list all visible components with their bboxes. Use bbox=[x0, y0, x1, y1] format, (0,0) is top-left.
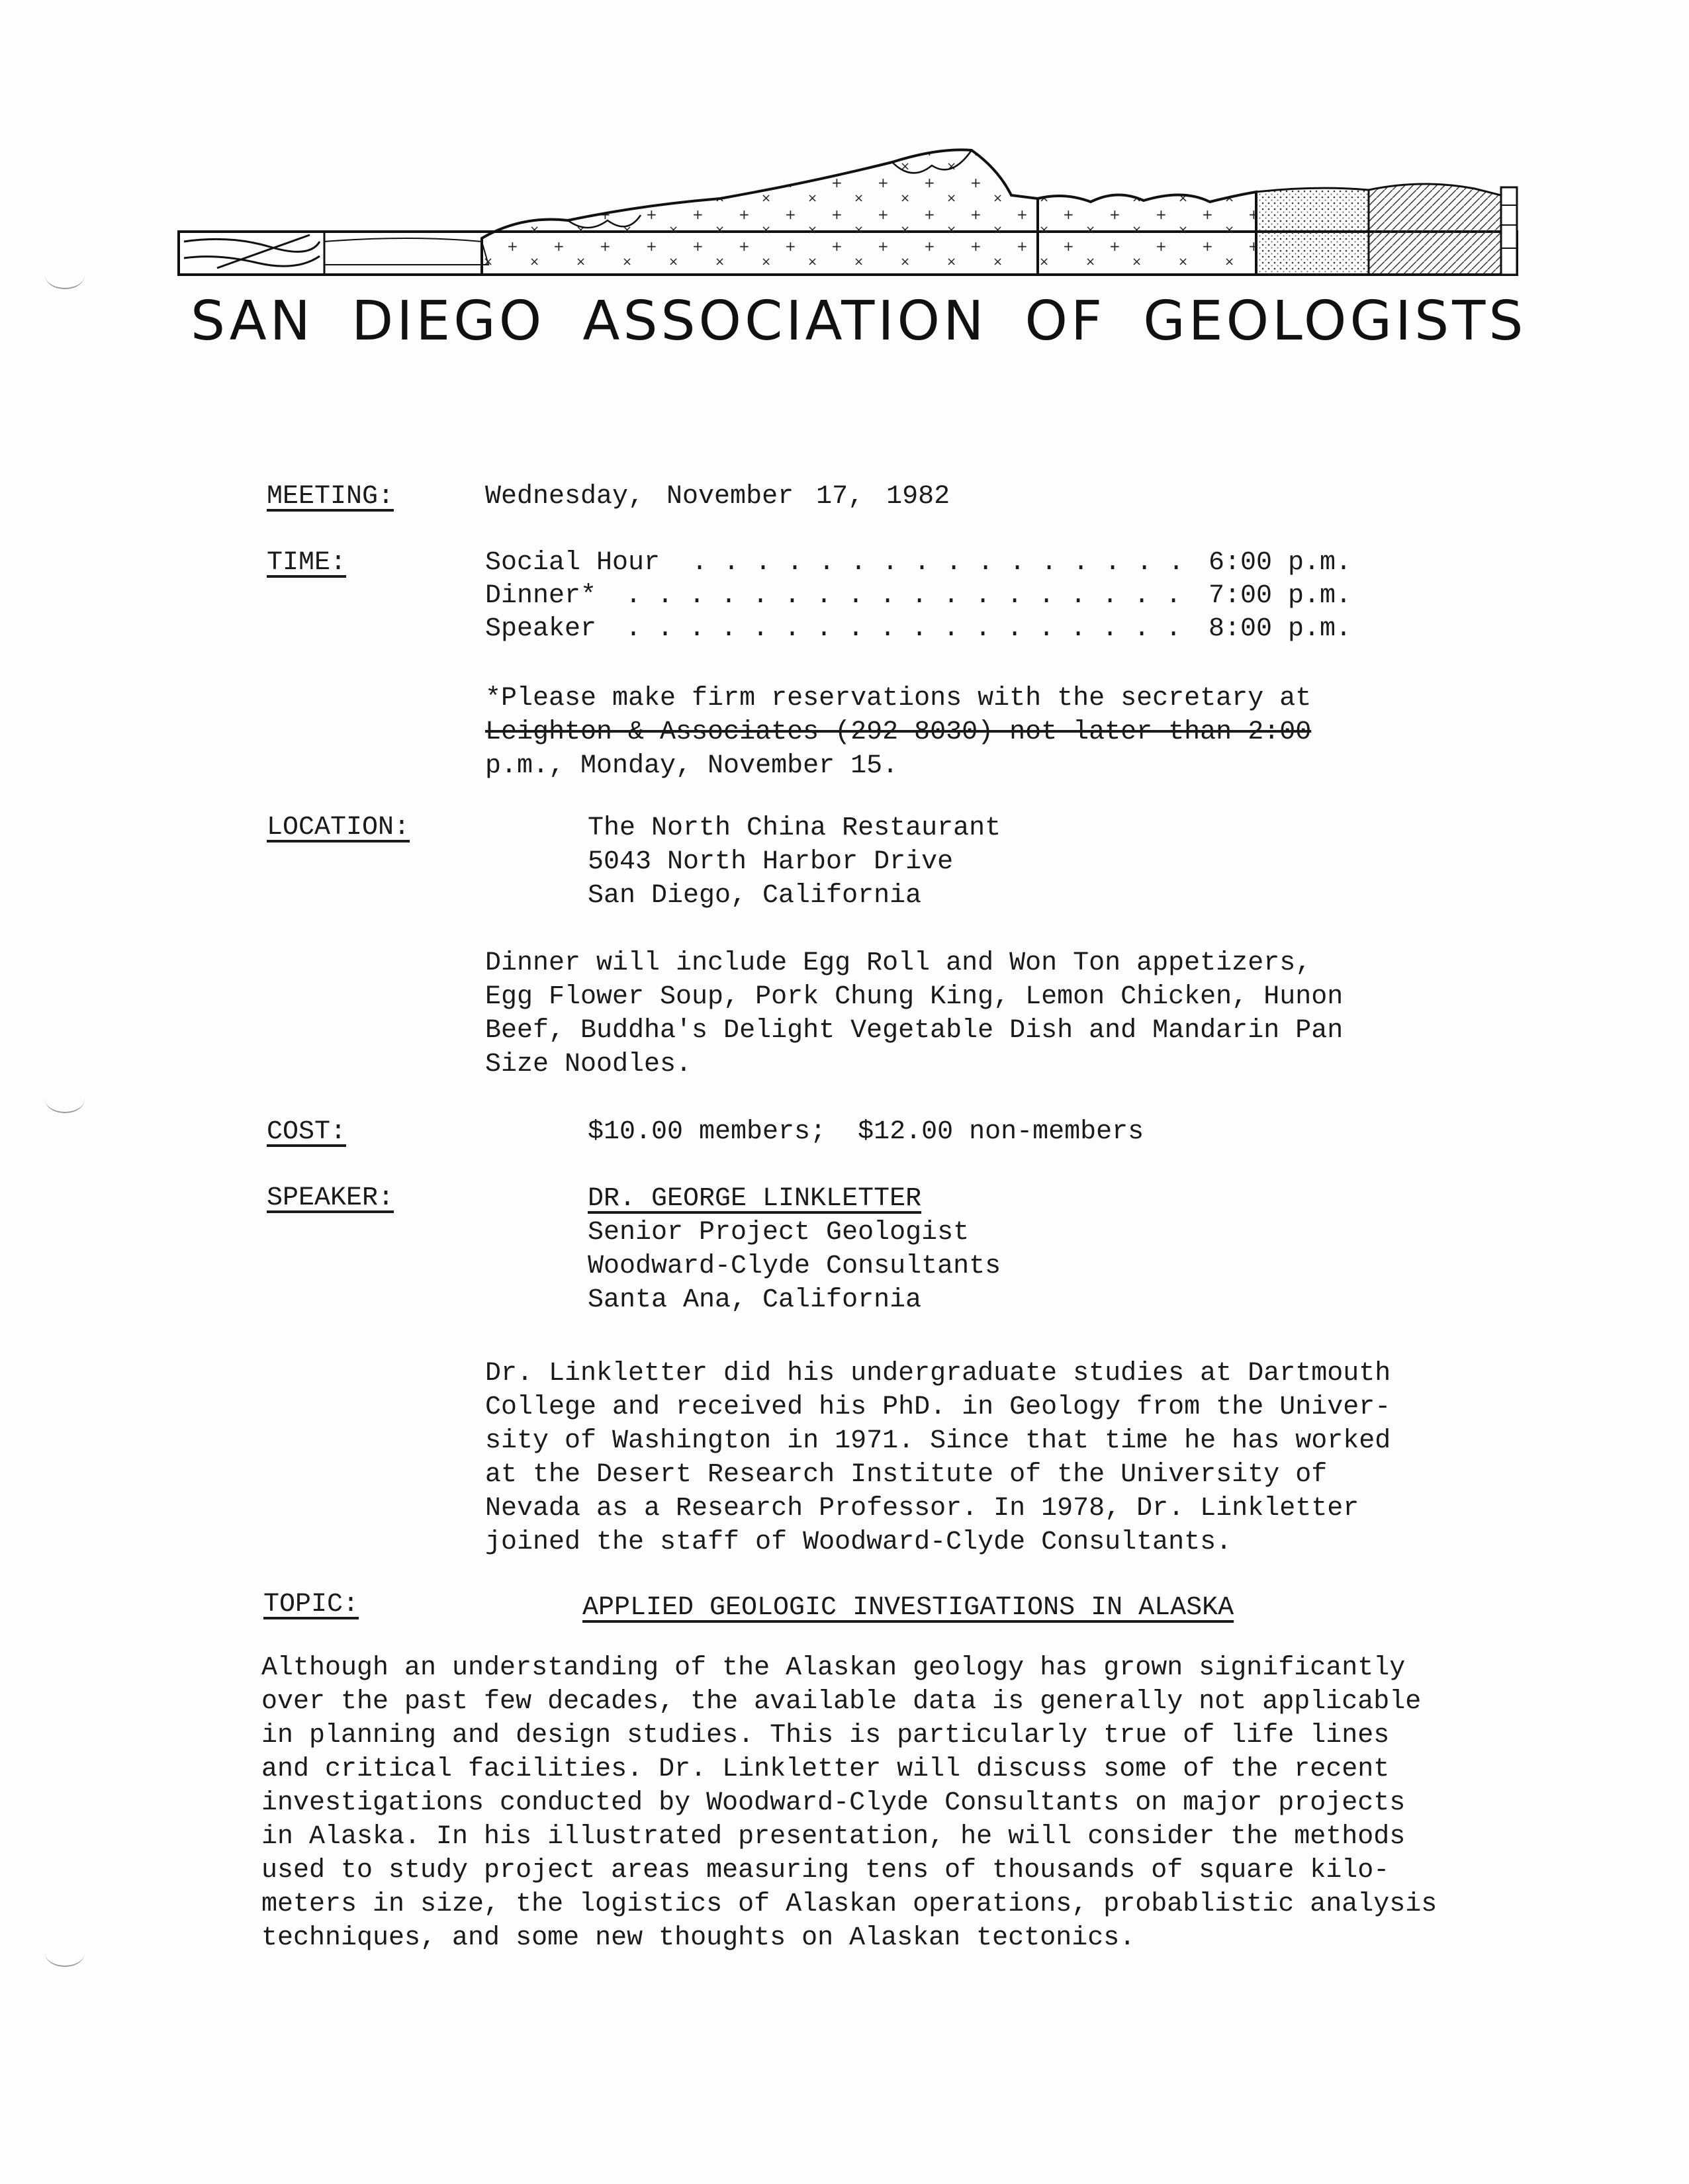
schedule-event: Speaker bbox=[485, 614, 597, 644]
speaker-detail: Senior Project Geologist bbox=[588, 1218, 970, 1248]
abstract-line: in Alaska. In his illustrated presentation, he will consider the methods bbox=[261, 1822, 1406, 1852]
address-line: 5043 North Harbor Drive bbox=[588, 847, 954, 877]
speaker-name: DR. GEORGE LINKLETTER bbox=[588, 1184, 922, 1214]
abstract-line: over the past few decades, the available data is generally not applicable bbox=[261, 1687, 1422, 1717]
schedule-time: 6:00 p.m. bbox=[1209, 548, 1352, 578]
reservation-note-line: p.m., Monday, November 15. bbox=[485, 751, 899, 781]
cost-label: COST: bbox=[267, 1117, 347, 1147]
schedule-time: 8:00 p.m. bbox=[1209, 614, 1352, 644]
speaker-detail: Woodward-Clyde Consultants bbox=[588, 1251, 1001, 1281]
location-address bbox=[588, 811, 1001, 913]
bio-line: Dr. Linkletter did his undergraduate studies at Dartmouth bbox=[485, 1359, 1391, 1388]
schedule-time: 7:00 p.m. bbox=[1209, 581, 1352, 611]
reservation-note-line: *Please make firm reservations with the secretary at bbox=[485, 684, 1312, 713]
abstract-line: and critical facilities. Dr. Linkletter will discuss some of the recent bbox=[261, 1754, 1390, 1784]
abstract-line: techniques, and some new thoughts on Alaskan tectonics. bbox=[261, 1923, 1136, 1953]
topic-label: TOPIC: bbox=[263, 1590, 359, 1619]
bio-line: joined the staff of Woodward-Clyde Consultants. bbox=[485, 1527, 1232, 1557]
abstract-line: in planning and design studies. This is particularly true of life lines bbox=[261, 1721, 1390, 1751]
meeting-label: MEETING: bbox=[267, 482, 394, 512]
menu-line: Size Noodles. bbox=[485, 1050, 692, 1079]
bio-line: Nevada as a Research Professor. In 1978, Dr. Linkletter bbox=[485, 1494, 1359, 1524]
schedule-leader: . . . . . . . . . . . . . . . . . . bbox=[625, 614, 1182, 644]
reservation-note bbox=[485, 682, 1311, 783]
punch-hole-mark bbox=[45, 1085, 85, 1113]
bio-line: sity of Washington in 1971. Since that time he has worked bbox=[485, 1426, 1391, 1456]
address-line: San Diego, California bbox=[588, 881, 922, 911]
abstract-line: meters in size, the logistics of Alaskan operations, probablistic analysis bbox=[261, 1889, 1438, 1919]
schedule-leader: . . . . . . . . . . . . . . . . bbox=[692, 548, 1185, 578]
location-label: LOCATION: bbox=[267, 813, 410, 842]
menu-line: Dinner will include Egg Roll and Won Ton appetizers, bbox=[485, 948, 1312, 978]
organization-title: SAN DIEGO ASSOCIATION OF GEOLOGISTS bbox=[191, 290, 1527, 353]
speaker-label: SPEAKER: bbox=[267, 1183, 394, 1213]
topic-title: APPLIED GEOLOGIC INVESTIGATIONS IN ALASKA bbox=[582, 1593, 1234, 1623]
cost-value: $10.00 members; $12.00 non-members bbox=[588, 1117, 1144, 1147]
speaker-bio bbox=[485, 1357, 1391, 1559]
geologic-cross-section-icon bbox=[177, 142, 1521, 285]
schedule-event: Dinner* bbox=[485, 581, 597, 611]
schedule-event: Social Hour bbox=[485, 548, 661, 578]
abstract-line: investigations conducted by Woodward-Clyde Consultants on major projects bbox=[261, 1788, 1406, 1818]
speaker-info bbox=[588, 1182, 1001, 1317]
meeting-date: Wednesday, November 17, 1982 bbox=[485, 482, 950, 512]
abstract-line: Although an understanding of the Alaskan geology has grown significantly bbox=[261, 1653, 1406, 1683]
bio-line: College and received his PhD. in Geology from the Univer- bbox=[485, 1392, 1391, 1422]
time-label: TIME: bbox=[267, 548, 347, 578]
menu-line: Beef, Buddha's Delight Vegetable Dish and Mandarin Pan bbox=[485, 1016, 1344, 1046]
reservation-note-line: Leighton & Associates (292-8030) not later than 2:00 bbox=[485, 717, 1312, 747]
menu-line: Egg Flower Soup, Pork Chung King, Lemon Chicken, Hunon bbox=[485, 982, 1344, 1012]
punch-hole-mark bbox=[45, 1939, 85, 1967]
schedule-leader: . . . . . . . . . . . . . . . . . . bbox=[625, 581, 1182, 611]
topic-abstract bbox=[261, 1651, 1437, 1955]
address-line: The North China Restaurant bbox=[588, 813, 1001, 843]
abstract-line: used to study project areas measuring tens of thousands of square kilo- bbox=[261, 1856, 1390, 1886]
speaker-detail: Santa Ana, California bbox=[588, 1285, 922, 1315]
punch-hole-mark bbox=[45, 261, 85, 289]
dinner-menu bbox=[485, 946, 1343, 1081]
bio-line: at the Desert Research Institute of the University of bbox=[485, 1460, 1328, 1490]
